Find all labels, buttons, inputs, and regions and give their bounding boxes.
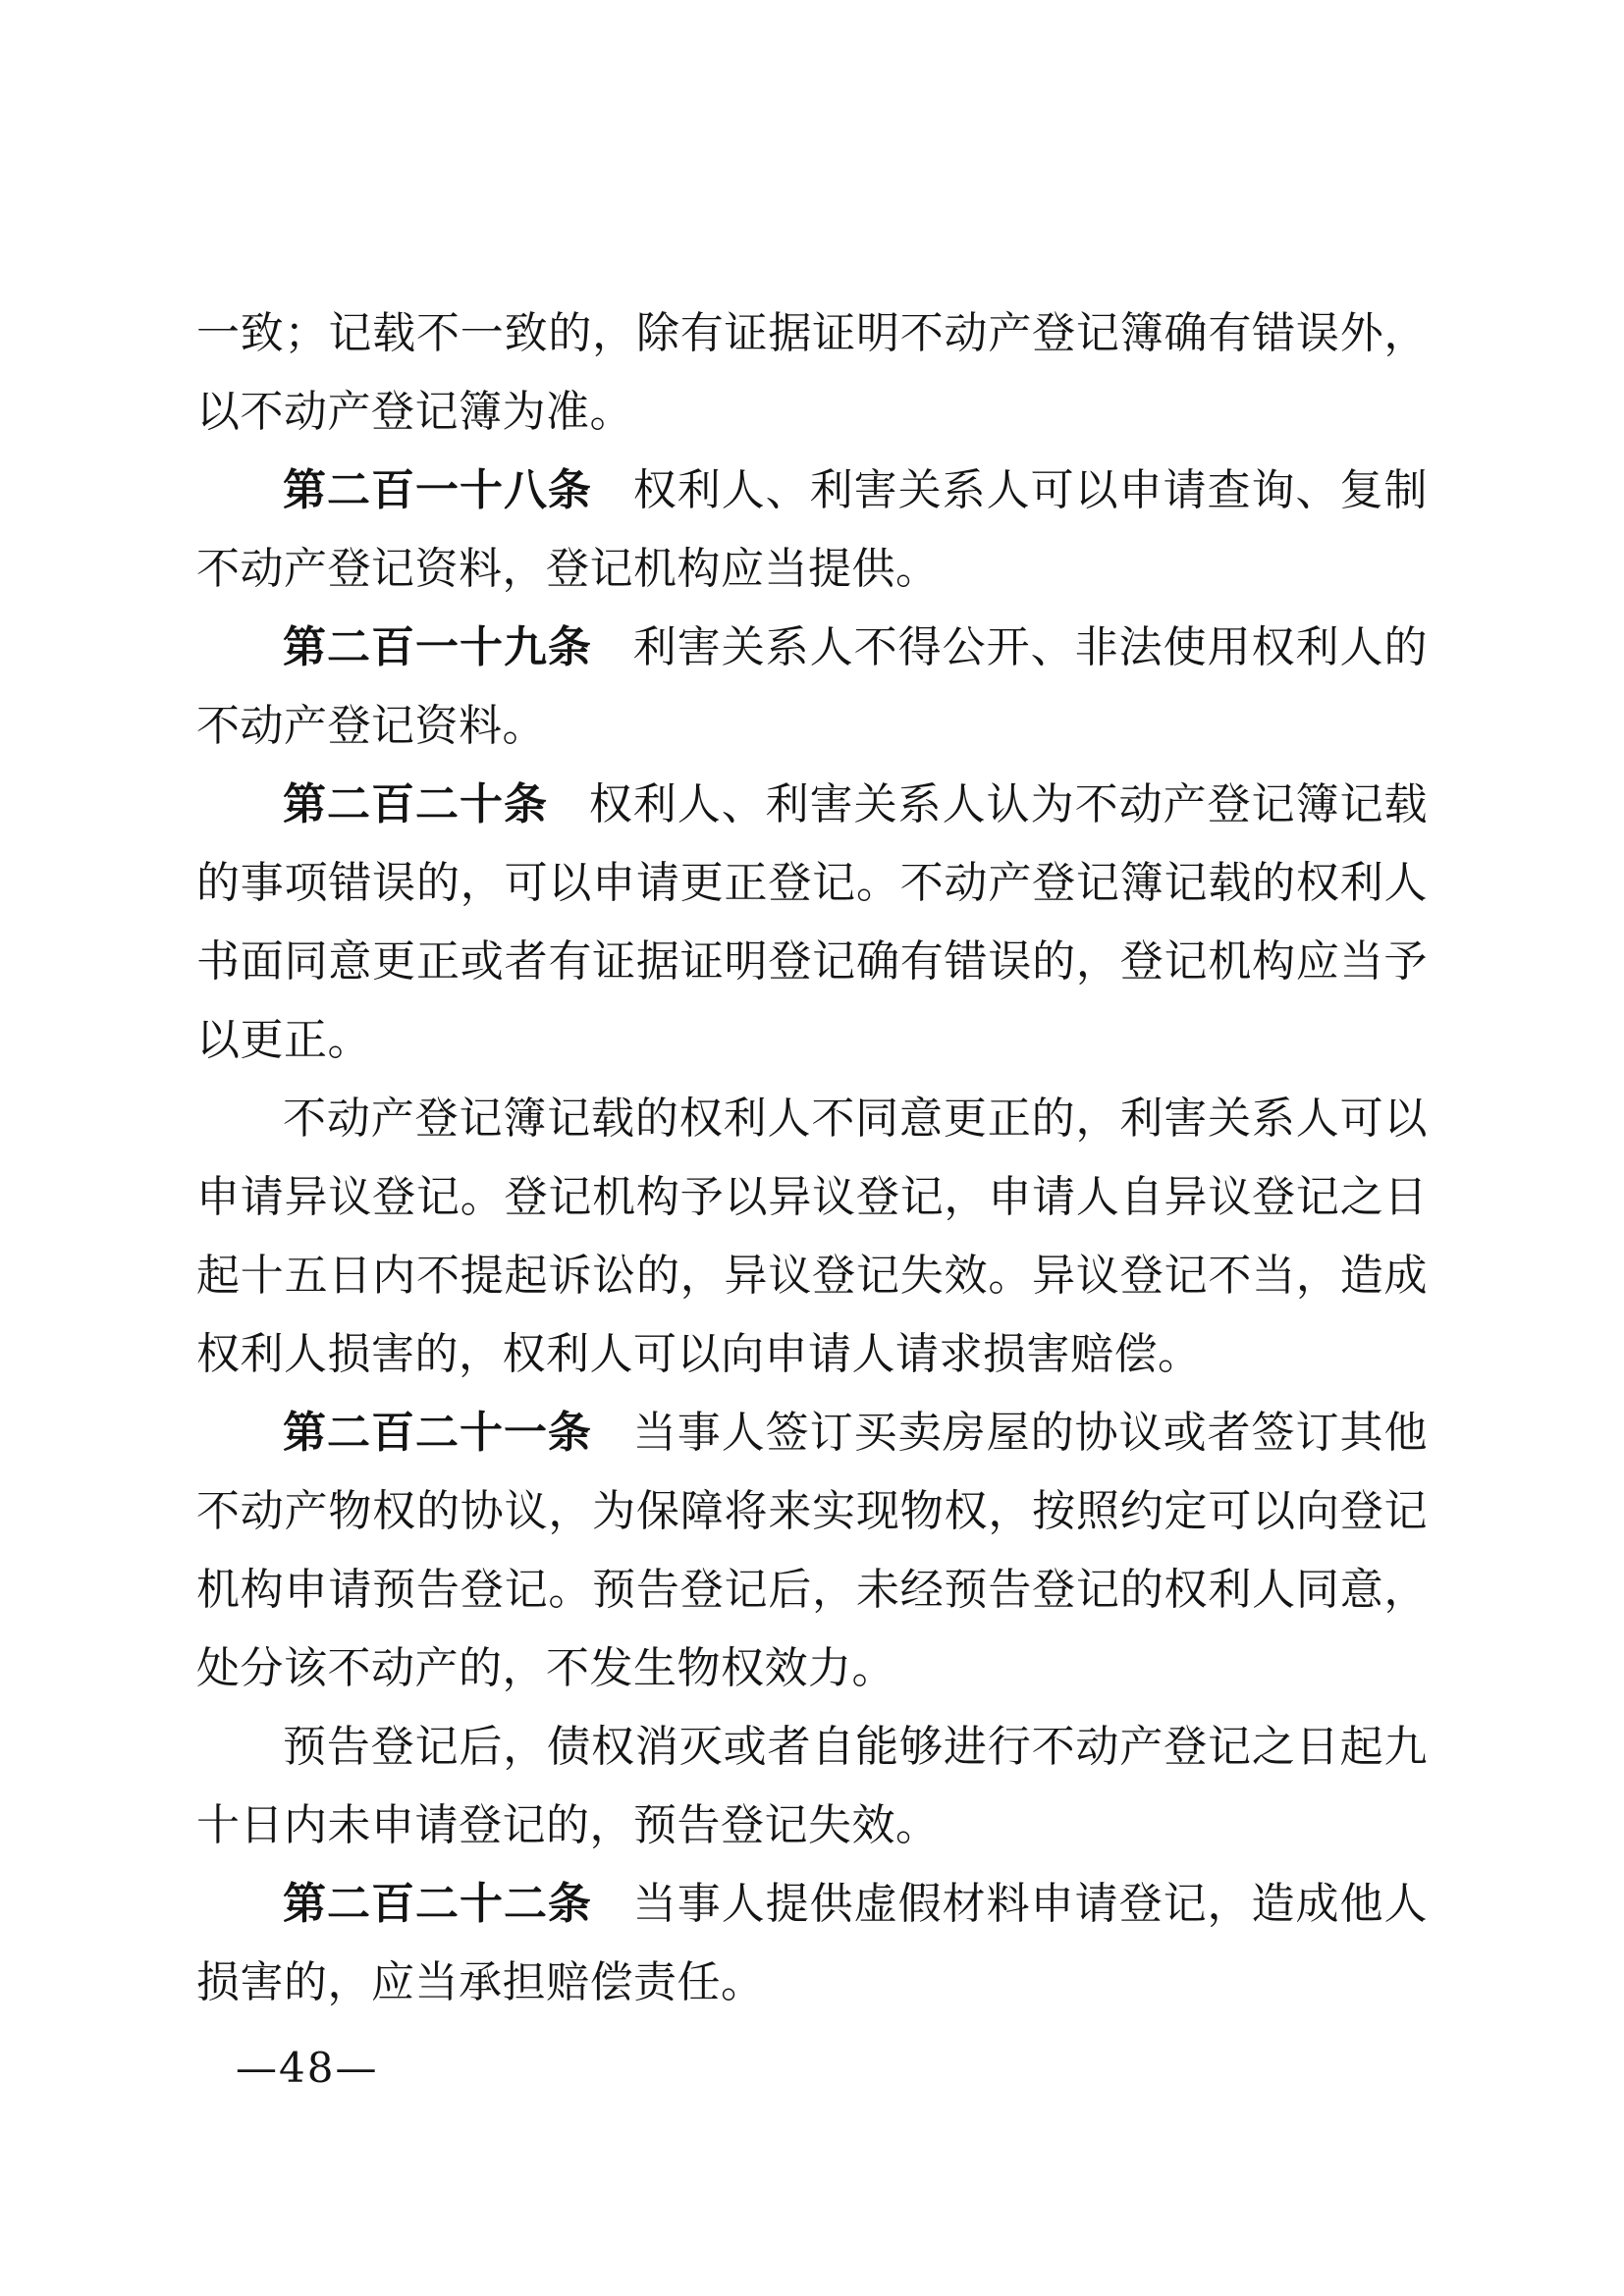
article-number: 第二百一十八条 [283,465,592,515]
article-number: 第二百二十条 [283,779,548,829]
paragraph-text: 权利人、利害关系人可以申请查询、复制不动产登记资料，登记机构应当提供。 [196,465,1429,594]
article-number: 第二百二十一条 [283,1408,592,1458]
article-paragraph [196,766,1428,1080]
article-paragraph [196,1865,1428,2022]
paragraph-text: 当事人提供虚假材料申请登记，造成他人损害的，应当承担赔偿责任。 [196,1879,1429,2007]
paragraph-text: 不动产登记簿记载的权利人不同意更正的，利害关系人可以申请异议登记。登记机构予以异议登记，申请人自异议登记之日起十五日内不提起诉讼的，异议登记失效。异议登记不当，造成权利人损害的，权利人可以向申请人请求损害赔偿。 [196,1094,1428,1379]
page-number: —48— [236,2044,379,2092]
paragraph-text: 利害关系人不得公开、非法使用权利人的不动产登记资料。 [196,622,1429,751]
document-body [196,294,1428,2022]
paragraph-text: 一致；记载不一致的，除有证据证明不动产登记簿确有错误外，以不动产登记簿为准。 [196,308,1428,437]
text-paragraph [196,1080,1428,1394]
paragraph-text: 当事人签订买卖房屋的协议或者签订其他不动产物权的协议，为保障将来实现物权，按照约定可以向登记机构申请预告登记。预告登记后，未经预告登记的权利人同意，处分该不动产的，不发生物权效力。 [196,1408,1429,1693]
article-number: 第二百一十九条 [283,622,592,672]
article-paragraph [196,1394,1428,1708]
article-paragraph [196,452,1428,609]
article-paragraph [196,609,1428,766]
text-paragraph [196,1708,1428,1865]
paragraph-text: 预告登记后，债权消灭或者自能够进行不动产登记之日起九十日内未申请登记的，预告登记失效。 [196,1722,1428,1850]
text-paragraph [196,294,1428,452]
paragraph-text: 权利人、利害关系人认为不动产登记簿记载的事项错误的，可以申请更正登记。不动产登记簿记载的权利人书面同意更正或者有证据证明登记确有错误的，登记机构应当予以更正。 [196,779,1429,1065]
article-number: 第二百二十二条 [283,1879,592,1929]
